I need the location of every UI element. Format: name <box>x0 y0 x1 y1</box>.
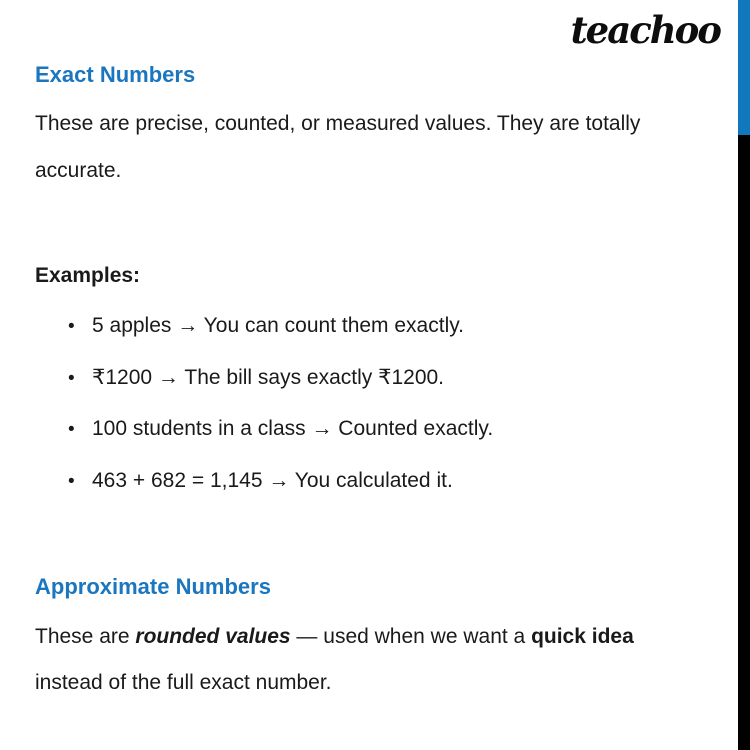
bullet-icon: • <box>68 471 75 492</box>
example-item-sum <box>35 467 453 496</box>
right-edge-bar <box>738 0 750 750</box>
example-item-text: 5 apples → You can count them exactly. <box>92 314 465 337</box>
right-edge-bar-blue-segment <box>738 0 750 135</box>
approx-body-line-1 <box>35 623 634 651</box>
example-item-text: ₹1200 → The bill says exactly ₹1200. <box>92 366 445 389</box>
approx-text-segment: These are <box>35 625 136 648</box>
approx-text-segment: — used when we want a <box>290 625 532 648</box>
approx-text-segment-quick-idea: quick idea <box>531 625 634 648</box>
heading-approximate-numbers: Approximate Numbers <box>35 574 271 599</box>
bullet-icon: • <box>68 368 75 389</box>
teachoo-logo: teachoo <box>570 8 720 52</box>
exact-body-line-2: accurate. <box>35 159 122 182</box>
exact-body-line-1: These are precise, counted, or measured values. They are totally <box>35 112 641 135</box>
example-item-students <box>35 415 493 444</box>
example-item-bill <box>35 364 444 393</box>
heading-exact-numbers: Exact Numbers <box>35 62 196 87</box>
bullet-icon: • <box>68 316 75 337</box>
example-item-apples <box>35 312 464 341</box>
right-edge-bar-black-segment <box>738 135 750 750</box>
example-item-text: 100 students in a class → Counted exactly. <box>92 417 494 440</box>
approx-body-line-2: instead of the full exact number. <box>35 671 332 694</box>
bullet-icon: • <box>68 419 75 440</box>
examples-label: Examples: <box>35 264 141 287</box>
approx-text-segment-rounded-values: rounded values <box>135 625 291 648</box>
example-item-text: 463 + 682 = 1,145 → You calculated it. <box>92 469 453 492</box>
